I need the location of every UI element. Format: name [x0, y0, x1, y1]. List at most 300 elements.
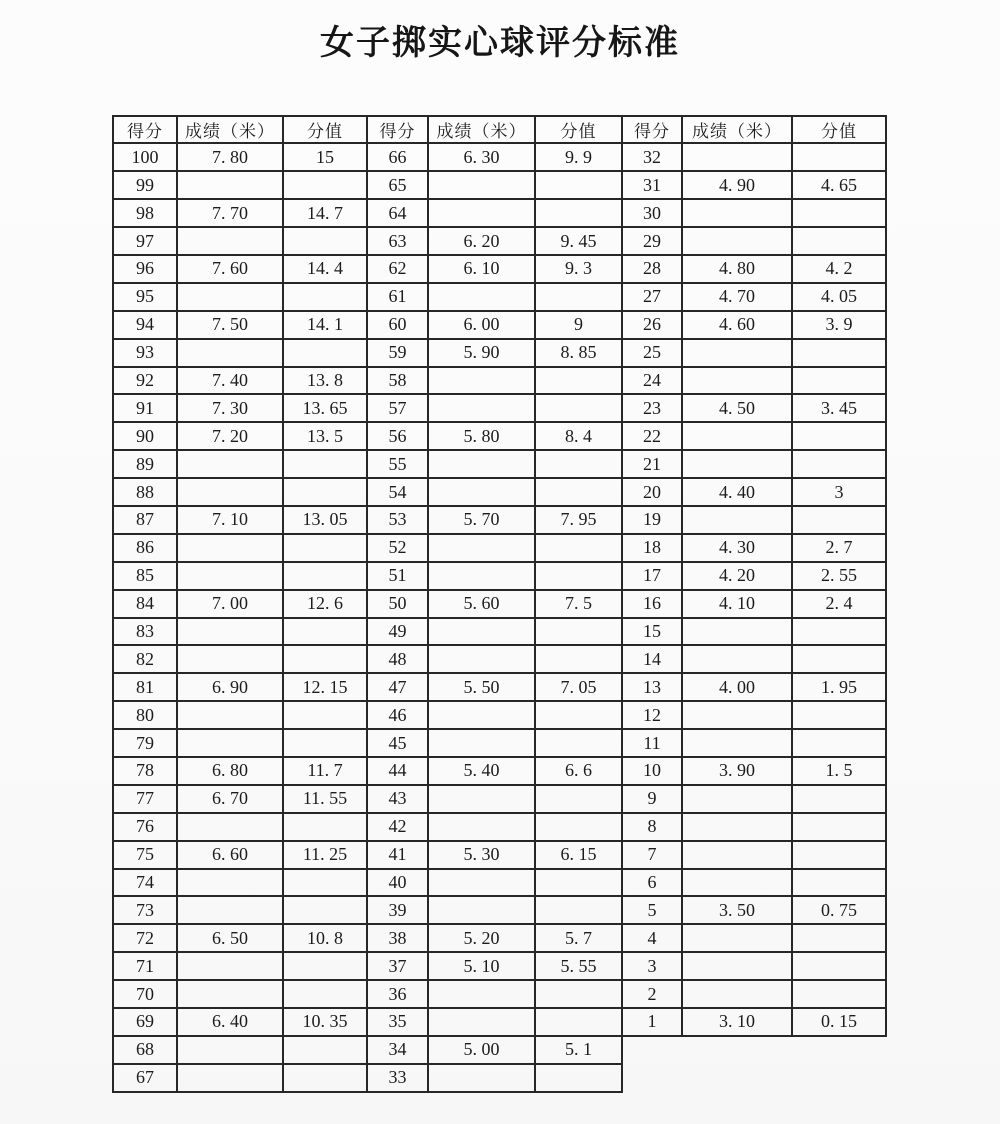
mark-cell: 4. 70	[682, 283, 792, 311]
points-cell: 8. 85	[535, 339, 622, 367]
score-cell: 31	[622, 171, 682, 199]
points-cell	[792, 924, 886, 952]
points-cell: 9. 3	[535, 255, 622, 283]
score-cell: 13	[622, 673, 682, 701]
score-cell: 45	[367, 729, 428, 757]
mark-cell	[177, 980, 283, 1008]
table-row	[113, 813, 886, 841]
table-row	[113, 729, 886, 757]
score-cell: 55	[367, 450, 428, 478]
score-cell: 49	[367, 618, 428, 646]
score-cell: 92	[113, 367, 177, 395]
score-cell: 36	[367, 980, 428, 1008]
mark-cell	[177, 618, 283, 646]
score-cell: 70	[113, 980, 177, 1008]
points-cell	[535, 1008, 622, 1036]
table-row	[113, 311, 886, 339]
header-cell: 分值	[535, 116, 622, 144]
points-cell	[535, 394, 622, 422]
score-cell: 63	[367, 227, 428, 255]
points-cell	[535, 785, 622, 813]
points-cell: 2. 7	[792, 534, 886, 562]
points-cell: 0. 75	[792, 896, 886, 924]
score-cell: 4	[622, 924, 682, 952]
mark-cell: 4. 90	[682, 171, 792, 199]
mark-cell: 7. 10	[177, 506, 283, 534]
points-cell	[792, 143, 886, 171]
mark-cell: 3. 10	[682, 1008, 792, 1036]
mark-cell	[682, 143, 792, 171]
table-row	[113, 1036, 886, 1064]
header-cell: 得分	[622, 116, 682, 144]
score-cell: 50	[367, 590, 428, 618]
points-cell: 0. 15	[792, 1008, 886, 1036]
points-cell	[792, 422, 886, 450]
score-cell: 78	[113, 757, 177, 785]
points-cell: 1. 5	[792, 757, 886, 785]
mark-cell: 7. 60	[177, 255, 283, 283]
score-cell: 74	[113, 869, 177, 897]
mark-cell	[177, 869, 283, 897]
points-cell: 4. 65	[792, 171, 886, 199]
points-cell	[535, 729, 622, 757]
points-cell	[792, 367, 886, 395]
points-cell: 13. 8	[283, 367, 367, 395]
points-cell	[283, 1064, 367, 1092]
mark-cell	[177, 562, 283, 590]
points-cell	[283, 1036, 367, 1064]
mark-cell	[177, 171, 283, 199]
mark-cell	[177, 534, 283, 562]
score-cell: 60	[367, 311, 428, 339]
points-cell: 14. 1	[283, 311, 367, 339]
score-cell: 5	[622, 896, 682, 924]
points-cell	[535, 478, 622, 506]
points-cell	[792, 645, 886, 673]
mark-cell	[428, 980, 535, 1008]
score-cell: 28	[622, 255, 682, 283]
mark-cell: 7. 70	[177, 199, 283, 227]
mark-cell: 4. 50	[682, 394, 792, 422]
table-row	[113, 785, 886, 813]
points-cell: 5. 55	[535, 952, 622, 980]
table-row	[113, 980, 886, 1008]
score-cell: 19	[622, 506, 682, 534]
mark-cell: 4. 40	[682, 478, 792, 506]
score-cell: 62	[367, 255, 428, 283]
mark-cell: 4. 80	[682, 255, 792, 283]
points-cell	[792, 980, 886, 1008]
mark-cell	[428, 171, 535, 199]
mark-cell	[428, 1064, 535, 1092]
score-cell: 64	[367, 199, 428, 227]
score-cell: 12	[622, 701, 682, 729]
mark-cell: 7. 20	[177, 422, 283, 450]
score-cell: 52	[367, 534, 428, 562]
points-cell: 13. 65	[283, 394, 367, 422]
mark-cell	[682, 422, 792, 450]
score-cell: 91	[113, 394, 177, 422]
mark-cell	[428, 1008, 535, 1036]
mark-cell	[177, 729, 283, 757]
points-cell: 9. 45	[535, 227, 622, 255]
score-cell: 76	[113, 813, 177, 841]
table-row	[113, 534, 886, 562]
mark-cell	[428, 729, 535, 757]
mark-cell	[682, 980, 792, 1008]
score-cell: 81	[113, 673, 177, 701]
table-row	[113, 618, 886, 646]
points-cell: 7. 5	[535, 590, 622, 618]
points-cell: 12. 6	[283, 590, 367, 618]
void-cell	[622, 1064, 682, 1092]
score-cell: 29	[622, 227, 682, 255]
points-cell	[283, 952, 367, 980]
points-cell	[283, 339, 367, 367]
points-cell	[535, 701, 622, 729]
score-cell: 54	[367, 478, 428, 506]
mark-cell	[428, 534, 535, 562]
score-cell: 71	[113, 952, 177, 980]
score-cell: 8	[622, 813, 682, 841]
table-row	[113, 478, 886, 506]
table-row	[113, 199, 886, 227]
mark-cell	[177, 478, 283, 506]
mark-cell	[177, 645, 283, 673]
table-row	[113, 255, 886, 283]
points-cell	[283, 869, 367, 897]
mark-cell: 3. 90	[682, 757, 792, 785]
score-cell: 95	[113, 283, 177, 311]
score-cell: 66	[367, 143, 428, 171]
table-row	[113, 506, 886, 534]
score-cell: 22	[622, 422, 682, 450]
points-cell: 7. 05	[535, 673, 622, 701]
score-cell: 53	[367, 506, 428, 534]
score-cell: 88	[113, 478, 177, 506]
score-cell: 82	[113, 645, 177, 673]
mark-cell	[682, 785, 792, 813]
points-cell: 11. 7	[283, 757, 367, 785]
score-cell: 43	[367, 785, 428, 813]
points-cell: 3	[792, 478, 886, 506]
score-cell: 30	[622, 199, 682, 227]
score-cell: 61	[367, 283, 428, 311]
table-row	[113, 673, 886, 701]
mark-cell: 5. 90	[428, 339, 535, 367]
mark-cell	[428, 478, 535, 506]
score-cell: 38	[367, 924, 428, 952]
score-cell: 46	[367, 701, 428, 729]
score-cell: 35	[367, 1008, 428, 1036]
points-cell	[535, 450, 622, 478]
score-cell: 24	[622, 367, 682, 395]
points-cell	[283, 283, 367, 311]
points-cell	[792, 506, 886, 534]
points-cell	[535, 645, 622, 673]
points-cell: 4. 2	[792, 255, 886, 283]
points-cell: 11. 55	[283, 785, 367, 813]
mark-cell: 6. 20	[428, 227, 535, 255]
mark-cell	[682, 841, 792, 869]
mark-cell	[682, 227, 792, 255]
points-cell: 15	[283, 143, 367, 171]
mark-cell	[682, 952, 792, 980]
mark-cell	[682, 339, 792, 367]
table-row	[113, 841, 886, 869]
mark-cell: 6. 80	[177, 757, 283, 785]
mark-cell	[682, 199, 792, 227]
points-cell: 6. 6	[535, 757, 622, 785]
mark-cell: 6. 30	[428, 143, 535, 171]
score-cell: 34	[367, 1036, 428, 1064]
header-cell: 分值	[792, 116, 886, 144]
table-row	[113, 227, 886, 255]
score-cell: 39	[367, 896, 428, 924]
table-row	[113, 757, 886, 785]
points-cell: 4. 05	[792, 283, 886, 311]
points-cell: 13. 05	[283, 506, 367, 534]
header-cell: 成绩（米）	[177, 116, 283, 144]
table-row	[113, 590, 886, 618]
score-cell: 94	[113, 311, 177, 339]
score-cell: 14	[622, 645, 682, 673]
mark-cell	[682, 367, 792, 395]
points-cell	[283, 562, 367, 590]
score-cell: 57	[367, 394, 428, 422]
score-cell: 85	[113, 562, 177, 590]
table-row	[113, 952, 886, 980]
mark-cell	[177, 450, 283, 478]
table-body	[113, 143, 886, 1091]
mark-cell	[682, 645, 792, 673]
mark-cell: 5. 40	[428, 757, 535, 785]
mark-cell	[682, 701, 792, 729]
points-cell: 7. 95	[535, 506, 622, 534]
points-cell: 8. 4	[535, 422, 622, 450]
points-cell: 2. 55	[792, 562, 886, 590]
points-cell: 3. 45	[792, 394, 886, 422]
mark-cell	[682, 924, 792, 952]
void-cell	[792, 1036, 886, 1064]
mark-cell: 6. 90	[177, 673, 283, 701]
points-cell	[283, 171, 367, 199]
mark-cell	[177, 952, 283, 980]
points-cell	[792, 952, 886, 980]
mark-cell	[682, 729, 792, 757]
points-cell	[535, 813, 622, 841]
score-cell: 69	[113, 1008, 177, 1036]
score-cell: 73	[113, 896, 177, 924]
score-cell: 100	[113, 143, 177, 171]
mark-cell: 4. 20	[682, 562, 792, 590]
score-cell: 18	[622, 534, 682, 562]
mark-cell: 6. 50	[177, 924, 283, 952]
mark-cell	[428, 813, 535, 841]
table-row	[113, 143, 886, 171]
table-row	[113, 367, 886, 395]
score-cell: 11	[622, 729, 682, 757]
mark-cell	[428, 562, 535, 590]
score-cell: 59	[367, 339, 428, 367]
score-cell: 98	[113, 199, 177, 227]
points-cell	[283, 980, 367, 1008]
points-cell	[535, 618, 622, 646]
points-cell	[792, 227, 886, 255]
table-row	[113, 171, 886, 199]
header-cell: 得分	[367, 116, 428, 144]
mark-cell	[428, 450, 535, 478]
points-cell	[535, 896, 622, 924]
mark-cell	[428, 394, 535, 422]
points-cell: 13. 5	[283, 422, 367, 450]
score-cell: 56	[367, 422, 428, 450]
points-cell	[535, 869, 622, 897]
mark-cell: 3. 50	[682, 896, 792, 924]
score-cell: 79	[113, 729, 177, 757]
mark-cell	[428, 199, 535, 227]
score-cell: 96	[113, 255, 177, 283]
score-cell: 26	[622, 311, 682, 339]
points-cell	[792, 785, 886, 813]
mark-cell	[682, 506, 792, 534]
score-cell: 51	[367, 562, 428, 590]
score-cell: 90	[113, 422, 177, 450]
mark-cell	[428, 701, 535, 729]
score-cell: 1	[622, 1008, 682, 1036]
table-row	[113, 645, 886, 673]
mark-cell: 4. 00	[682, 673, 792, 701]
mark-cell	[428, 645, 535, 673]
page-title: 女子掷实心球评分标准	[320, 24, 680, 62]
points-cell	[535, 980, 622, 1008]
points-cell	[283, 729, 367, 757]
points-cell	[535, 534, 622, 562]
score-cell: 77	[113, 785, 177, 813]
points-cell	[535, 199, 622, 227]
points-cell	[283, 227, 367, 255]
table-row	[113, 701, 886, 729]
score-cell: 65	[367, 171, 428, 199]
score-cell: 17	[622, 562, 682, 590]
mark-cell	[682, 618, 792, 646]
table-row	[113, 450, 886, 478]
mark-cell: 5. 80	[428, 422, 535, 450]
points-cell: 9. 9	[535, 143, 622, 171]
points-cell	[535, 283, 622, 311]
header-cell: 成绩（米）	[682, 116, 792, 144]
score-cell: 42	[367, 813, 428, 841]
score-cell: 97	[113, 227, 177, 255]
mark-cell: 5. 50	[428, 673, 535, 701]
points-cell: 5. 7	[535, 924, 622, 952]
points-cell	[283, 534, 367, 562]
void-cell	[792, 1064, 886, 1092]
mark-cell	[177, 227, 283, 255]
mark-cell: 4. 60	[682, 311, 792, 339]
points-cell	[792, 701, 886, 729]
table-header-row	[113, 116, 886, 144]
score-cell: 9	[622, 785, 682, 813]
mark-cell	[682, 450, 792, 478]
header-cell: 成绩（米）	[428, 116, 535, 144]
points-cell	[792, 199, 886, 227]
table-row	[113, 869, 886, 897]
table-row	[113, 1064, 886, 1092]
mark-cell	[177, 339, 283, 367]
points-cell	[535, 562, 622, 590]
score-cell: 75	[113, 841, 177, 869]
mark-cell	[428, 618, 535, 646]
points-cell	[535, 171, 622, 199]
points-cell: 10. 8	[283, 924, 367, 952]
score-cell: 33	[367, 1064, 428, 1092]
points-cell: 11. 25	[283, 841, 367, 869]
mark-cell	[177, 896, 283, 924]
score-cell: 40	[367, 869, 428, 897]
points-cell	[792, 729, 886, 757]
points-cell	[792, 813, 886, 841]
score-cell: 41	[367, 841, 428, 869]
score-cell: 80	[113, 701, 177, 729]
score-cell: 44	[367, 757, 428, 785]
points-cell: 12. 15	[283, 673, 367, 701]
void-cell	[622, 1036, 682, 1064]
mark-cell: 5. 60	[428, 590, 535, 618]
score-cell: 21	[622, 450, 682, 478]
points-cell	[535, 1064, 622, 1092]
points-cell: 9	[535, 311, 622, 339]
points-cell: 10. 35	[283, 1008, 367, 1036]
header-cell: 得分	[113, 116, 177, 144]
score-cell: 72	[113, 924, 177, 952]
mark-cell: 6. 10	[428, 255, 535, 283]
mark-cell: 7. 30	[177, 394, 283, 422]
score-cell: 37	[367, 952, 428, 980]
points-cell	[283, 478, 367, 506]
table-row	[113, 562, 886, 590]
mark-cell: 7. 80	[177, 143, 283, 171]
score-cell: 86	[113, 534, 177, 562]
points-cell	[283, 618, 367, 646]
points-cell: 3. 9	[792, 311, 886, 339]
points-cell	[283, 813, 367, 841]
points-cell: 5. 1	[535, 1036, 622, 1064]
points-cell: 14. 4	[283, 255, 367, 283]
mark-cell	[177, 813, 283, 841]
table-row	[113, 1008, 886, 1036]
score-cell: 58	[367, 367, 428, 395]
points-cell	[283, 645, 367, 673]
scoring-table	[112, 115, 887, 1093]
score-cell: 2	[622, 980, 682, 1008]
mark-cell	[177, 701, 283, 729]
score-cell: 84	[113, 590, 177, 618]
score-cell: 83	[113, 618, 177, 646]
score-cell: 3	[622, 952, 682, 980]
points-cell	[792, 618, 886, 646]
mark-cell	[428, 785, 535, 813]
mark-cell	[177, 1064, 283, 1092]
mark-cell: 7. 00	[177, 590, 283, 618]
mark-cell	[428, 896, 535, 924]
points-cell: 1. 95	[792, 673, 886, 701]
score-cell: 10	[622, 757, 682, 785]
score-cell: 67	[113, 1064, 177, 1092]
void-cell	[682, 1064, 792, 1092]
mark-cell: 5. 30	[428, 841, 535, 869]
mark-cell: 5. 70	[428, 506, 535, 534]
